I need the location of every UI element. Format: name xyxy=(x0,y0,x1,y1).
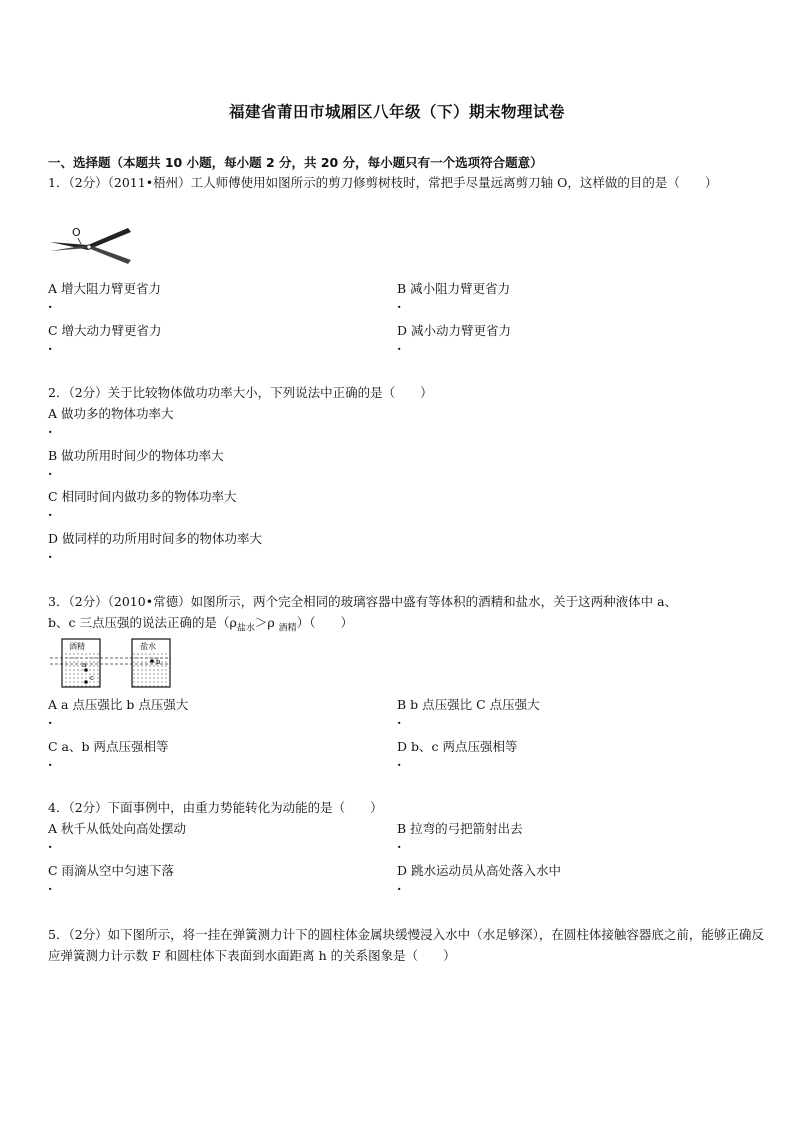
question-1-text: 1．（2分）（2011•梧州）工人师傅使用如图所示的剪刀修剪树枝时，常把手尽量远离剪刀轴 O，这样做的目的是（ ） xyxy=(48,175,718,190)
page-title: 福建省莆田市城厢区八年级（下）期末物理试卷 xyxy=(228,103,565,121)
q2-option-a[interactable]: A 做功多的物体功率大 . xyxy=(48,406,174,436)
point-b-label: b xyxy=(156,658,161,666)
q4-option-a[interactable]: A 秋千从低处向高处摆动 . xyxy=(48,821,187,851)
question-5-text: 5．（2分）如下图所示，将一挂在弹簧测力计下的圆柱体金属块缓慢浸入水中（水足够深），在圆柱体接触容器底之前，能够正确反应弹簧测力计示数 F 和圆柱体下表面到水面距离 h 的关系图象是（ ） xyxy=(48,927,764,963)
q1-option-c[interactable]: C 增大动力臂更省力 . xyxy=(48,323,162,353)
scissors-figure xyxy=(48,224,133,274)
q3-option-a[interactable]: A a 点压强比 b 点压强大 . xyxy=(48,697,189,727)
pivot-label: O xyxy=(72,226,81,239)
point-c-label: c xyxy=(90,674,94,682)
beakers-figure xyxy=(48,636,173,692)
q1-option-d[interactable]: D 减小动力臂更省力 . xyxy=(397,323,511,353)
question-3-text: 3．（2分）（2010•常德）如图所示，两个完全相同的玻璃容器中盛有等体积的酒精和盐水，关于这两种液体中 a、 b、c 三点压强的说法正确的是（$\rho_{盐水}>\rho$ $_{酒精}$）（ ） xyxy=(48,594,678,634)
q4-option-d[interactable]: D 跳水运动员从高处落入水中 . xyxy=(397,863,561,893)
q4-option-b[interactable]: B 拉弯的弓把箭射出去 . xyxy=(397,821,523,851)
q1-option-a[interactable]: A 增大阻力臂更省力 . xyxy=(48,281,162,311)
beaker-label-alcohol: 酒精 xyxy=(69,642,85,651)
q3-option-b[interactable]: B b 点压强比 C 点压强大 . xyxy=(397,697,540,727)
q2-option-b[interactable]: B 做功所用时间少的物体功率大 . xyxy=(48,448,224,478)
q3-option-c[interactable]: C a、b 两点压强相等 . xyxy=(48,739,169,769)
q1-option-b[interactable]: B 减小阻力臂更省力 . xyxy=(397,281,511,311)
q2-option-c[interactable]: C 相同时间内做功多的物体功率大 . xyxy=(48,489,237,519)
point-a-label: a xyxy=(82,661,87,669)
question-2-text: 2．（2分）关于比较物体做功功率大小，下列说法中正确的是（ ） xyxy=(48,385,433,400)
q3-option-d[interactable]: D b、c 两点压强相等 . xyxy=(397,739,518,769)
q2-option-d[interactable]: D 做同样的功所用时间多的物体功率大 . xyxy=(48,531,262,561)
beaker-label-saltwater: 盐水 xyxy=(140,642,156,651)
q4-option-c[interactable]: C 雨滴从空中匀速下落 . xyxy=(48,863,175,893)
question-4-text: 4．（2分）下面事例中，由重力势能转化为动能的是（ ） xyxy=(48,800,383,815)
section-heading: 一、选择题（本题共 10 小题，每小题 2 分，共 20 分，每小题只有一个选项符合题意） xyxy=(48,155,543,170)
